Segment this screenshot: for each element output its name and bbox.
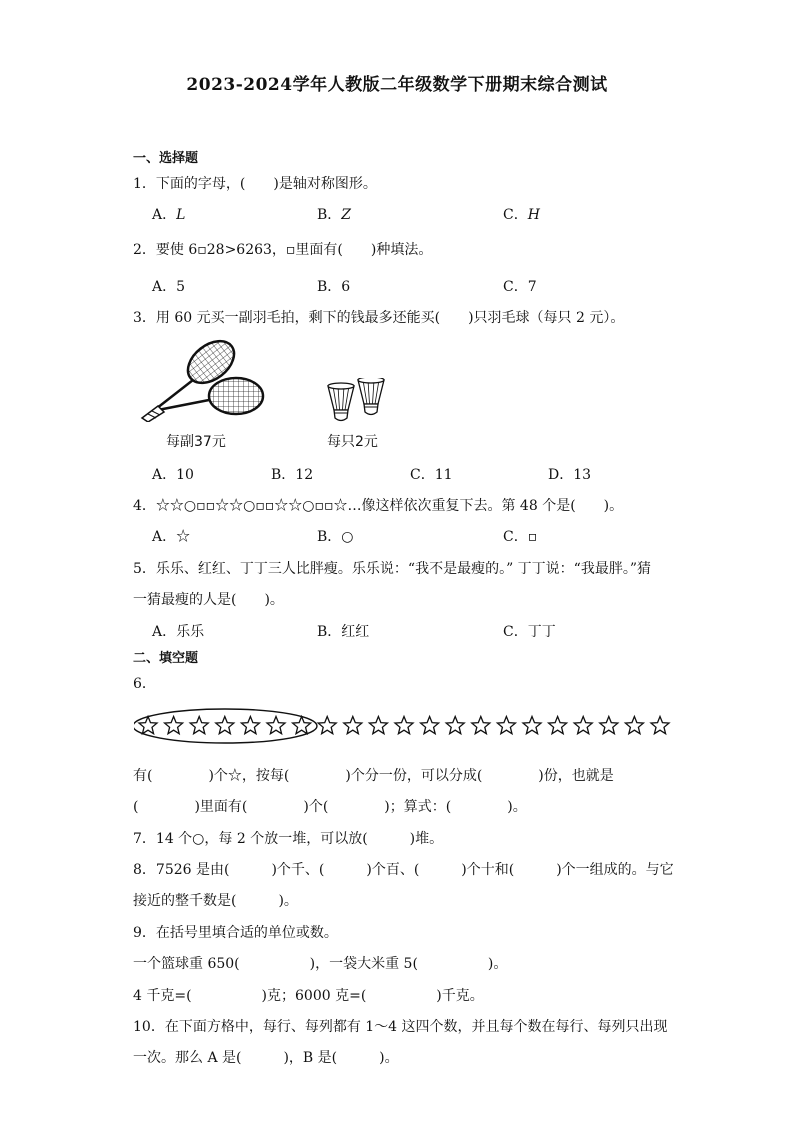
grouping-oval (134, 709, 317, 743)
q3-option-a: A．10 (152, 467, 194, 483)
q3-option-b: B．12 (271, 467, 314, 483)
star-icon (523, 717, 541, 734)
star-icon (497, 717, 515, 734)
shuttle-price-caption: 每只2元 (327, 434, 378, 450)
star-icon (318, 717, 336, 734)
star-icon (190, 717, 208, 734)
star-icon (472, 717, 490, 734)
q2-option-c: C．7 (503, 279, 537, 295)
star-icon (344, 717, 362, 734)
star-icon (267, 717, 285, 734)
star-icon (574, 717, 592, 734)
question-10-line-2: 一次。那么 A 是( )，B 是( )。 (133, 1050, 399, 1066)
q4-option-c: C．▫ (503, 529, 538, 545)
question-6-line-2: ( )里面有( )个( )；算式：( )。 (133, 799, 527, 815)
question-5-line-2: 一猜最瘦的人是( )。 (133, 592, 284, 608)
q3-option-d: D．13 (548, 467, 592, 483)
star-icon (446, 717, 464, 734)
section-heading-fill: 二、填空题 (133, 651, 199, 666)
shuttlecocks-image (324, 378, 394, 424)
question-8-line-2: 接近的整千数是( )。 (133, 893, 298, 909)
page-title: 2023-2024学年人教版二年级数学下册期末综合测试 (186, 75, 608, 95)
question-8-line-1: 8．7526 是由( )个千、( )个百、( )个十和( )个一组成的。与它 (133, 862, 674, 878)
q1-option-c: C．H (503, 207, 540, 223)
star-icon (625, 717, 643, 734)
question-2: 2．要使 6▫28>6263，▫里面有( )种填法。 (133, 242, 433, 258)
q5-option-c: C．丁丁 (503, 624, 556, 640)
question-5-line-1: 5．乐乐、红红、丁丁三人比胖瘦。乐乐说：“我不是最瘦的。” 丁丁说：“我最胖。”猜 (133, 561, 651, 577)
question-6-number: 6． (133, 676, 156, 692)
question-1: 1．下面的字母，( )是轴对称图形。 (133, 176, 377, 192)
q5-option-a: A．乐乐 (152, 624, 205, 640)
q2-option-a: A．5 (152, 279, 186, 295)
star-icon (421, 717, 439, 734)
q4-option-a: A．☆ (152, 529, 191, 545)
question-9-line-2: 一个篮球重 650( )，一袋大米重 5( )。 (133, 956, 508, 972)
star-icon (369, 717, 387, 734)
question-10-line-1: 10．在下面方格中，每行、每列都有 1～4 这四个数，并且每个数在每行、每列只出现 (133, 1019, 668, 1035)
question-3: 3．用 60 元买一副羽毛拍，剩下的钱最多还能买( )只羽毛球（每只 2 元）。 (133, 310, 625, 326)
star-icon (216, 717, 234, 734)
star-row-figure (134, 706, 674, 746)
q3-option-c: C．11 (410, 467, 453, 483)
star-icon (549, 717, 567, 734)
q1-option-b: B．Z (317, 207, 352, 223)
star-icon (600, 717, 618, 734)
question-9-line-3: 4 千克=( )克；6000 克=( )千克。 (133, 988, 484, 1004)
star-icon (165, 717, 183, 734)
q2-option-b: B．6 (317, 279, 351, 295)
racket-price-caption: 每副37元 (166, 434, 226, 450)
question-6-line-1: 有( )个☆，按每( )个分一份，可以分成( )份，也就是 (133, 768, 614, 784)
q1-option-a: A．L (152, 207, 186, 223)
star-icon (241, 717, 259, 734)
question-9-line-1: 9．在括号里填合适的单位或数。 (133, 925, 338, 941)
question-7: 7．14 个○，每 2 个放一堆，可以放( )堆。 (133, 831, 444, 847)
badminton-rackets-image (138, 336, 278, 422)
star-icon (651, 717, 669, 734)
star-icon (395, 717, 413, 734)
question-4: 4．☆☆○▫▫☆☆○▫▫☆☆○▫▫☆…像这样依次重复下去。第 48 个是( )。 (133, 498, 624, 514)
section-heading-choice: 一、选择题 (133, 151, 199, 166)
q4-option-b: B．○ (317, 529, 354, 545)
q5-option-b: B．红红 (317, 624, 370, 640)
